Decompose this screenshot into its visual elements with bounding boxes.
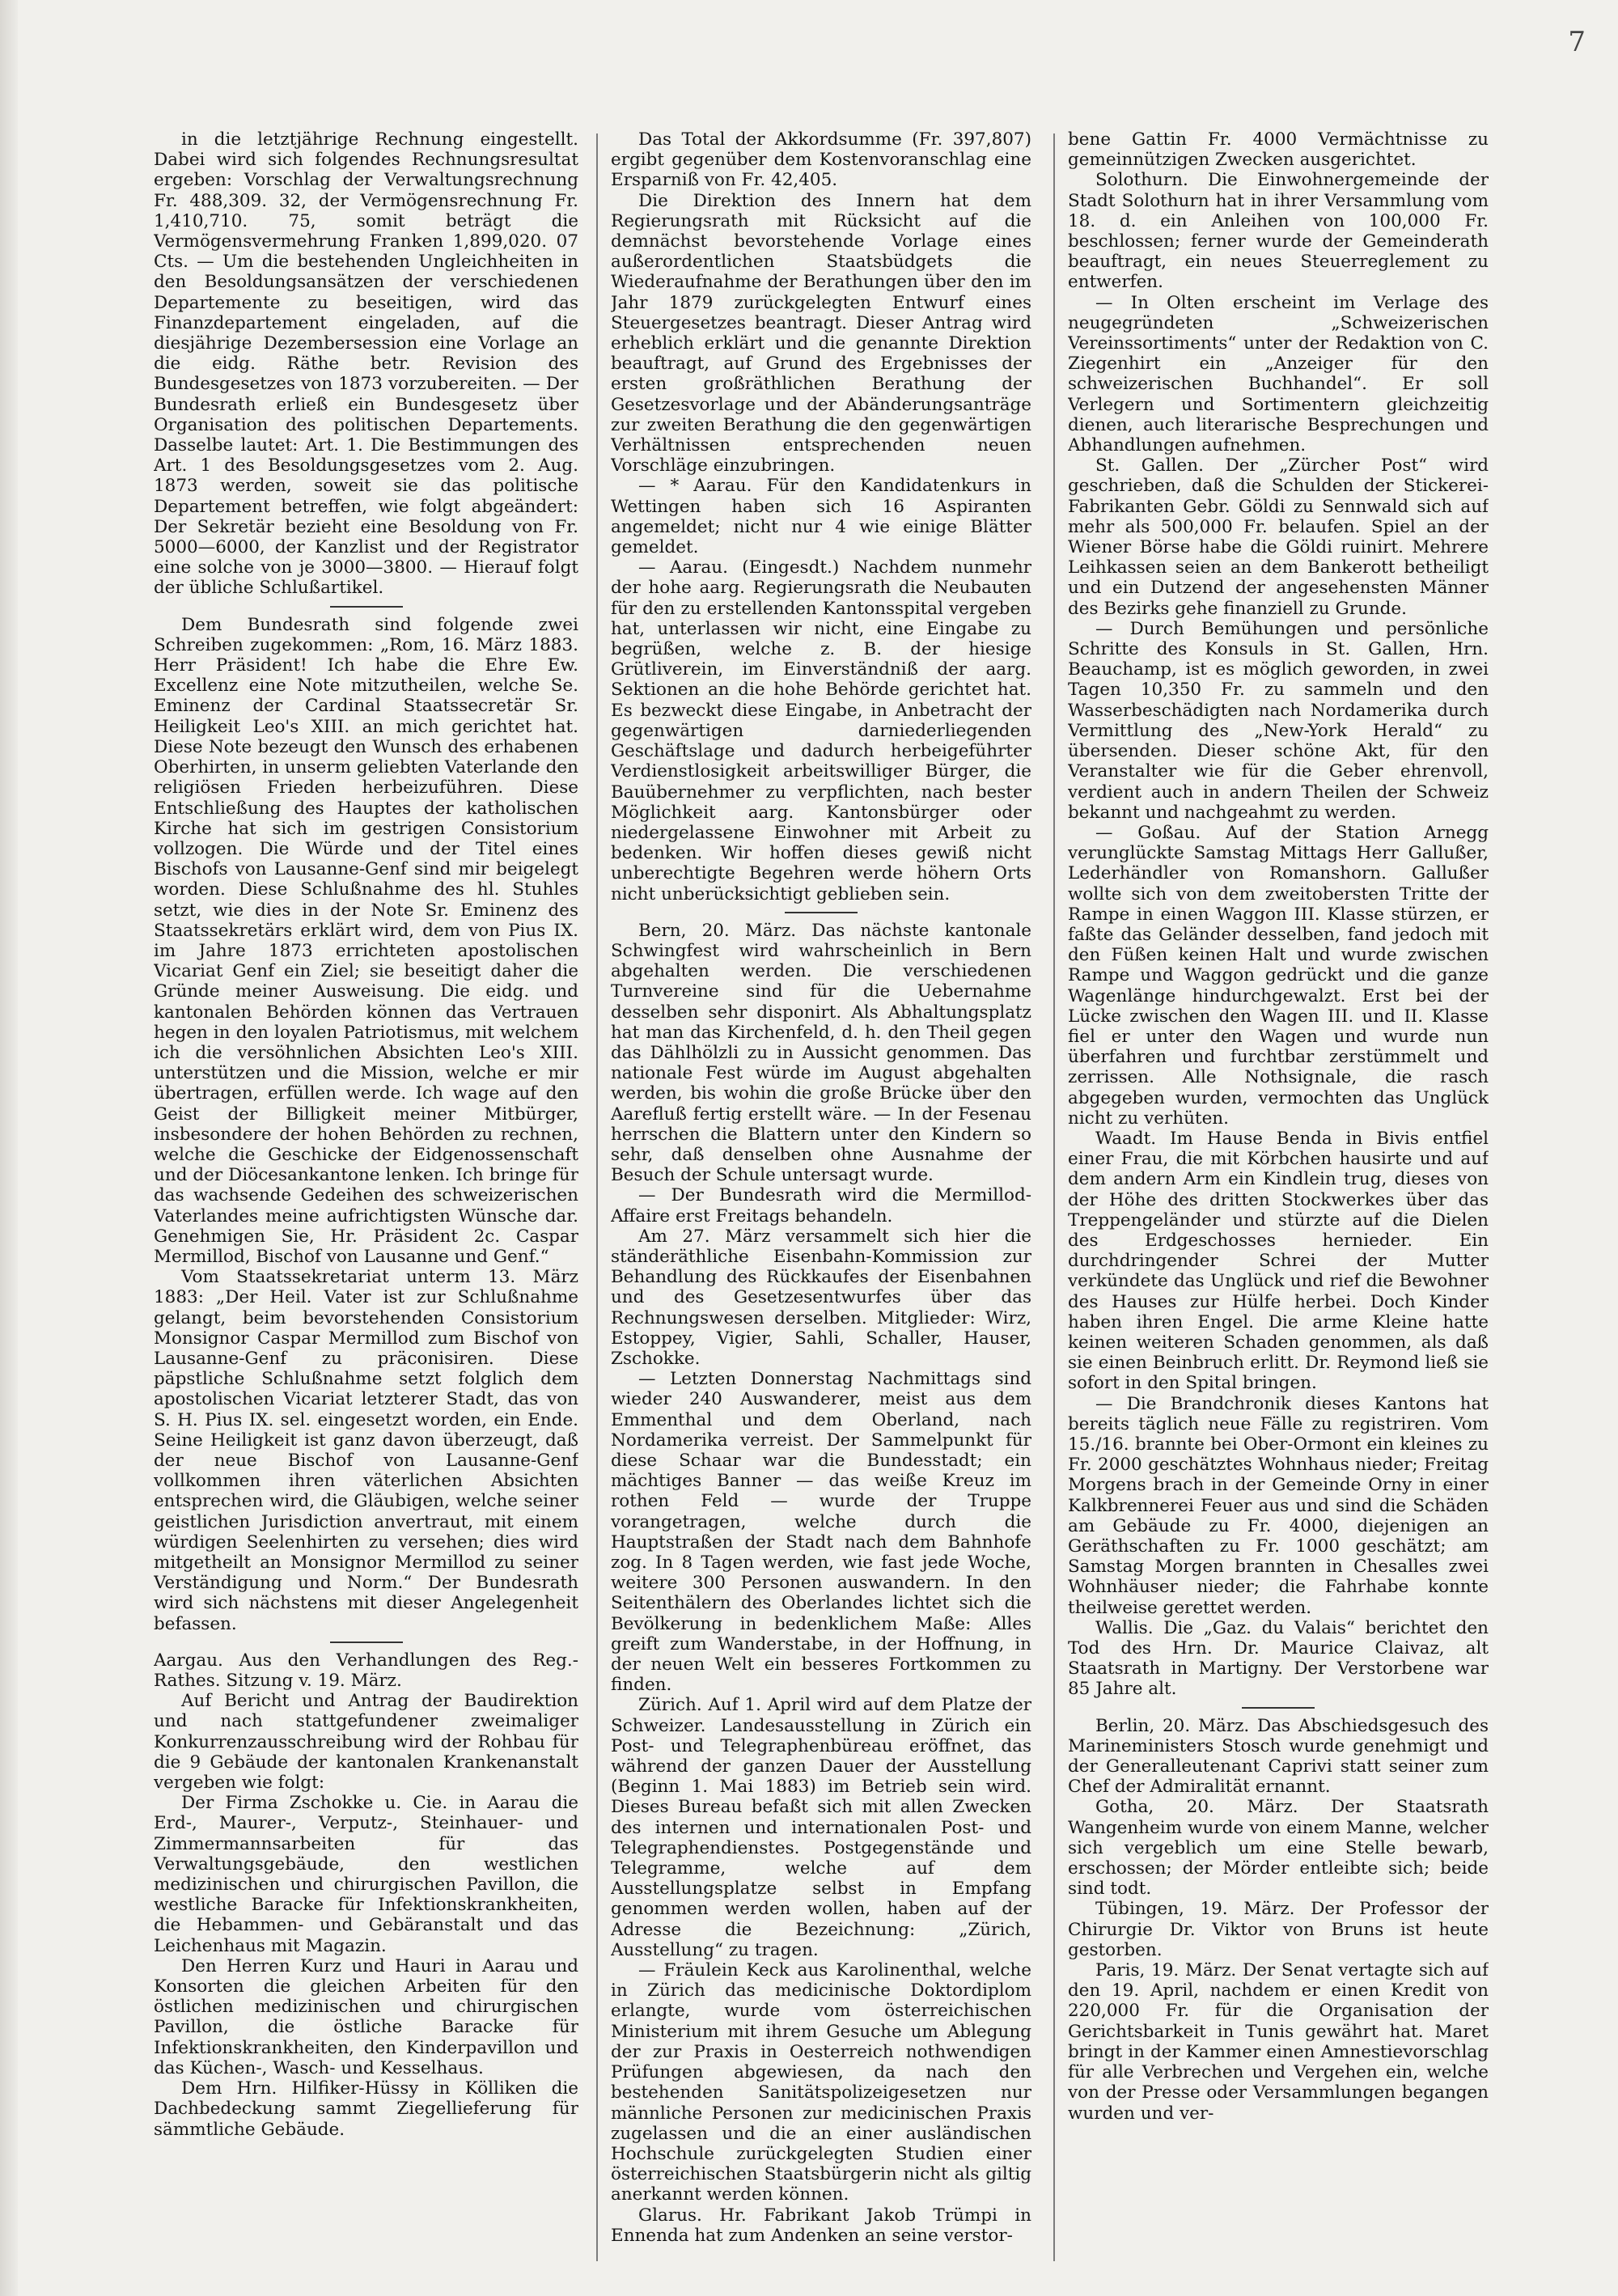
page-marker: 7 <box>1568 26 1586 58</box>
article-paragraph: Auf Bericht und Antrag der Baudirektion und nach stattgefundener zweimaliger Konkurrenzausschreibung wird der Rohbau für die 9 Gebäude der kantonalen Krankenanstalt vergeben wie folgt: <box>154 1691 578 1794</box>
article-paragraph: — * Aarau. Für den Kandidatenkurs in Wettingen haben sich 16 Aspiranten angemeldet; nicht nur 4 wie einige Blätter gemeldet. <box>611 476 1031 558</box>
article-paragraph: Paris, 19. März. Der Senat vertagte sich auf den 19. April, nachdem er einen Kredit von 220,000 Fr. für die Organisation der Gerichtsbarkeit in Tunis gewährt hat. Maret bringt in der Kammer einen Amnestievorschlag für alle Verbrechen und Vergehen ein, welche von der Presse oder Versammlungen begangen wurden und ver- <box>1068 1960 1489 2124</box>
article-paragraph: Solothurn. Die Einwohnergemeinde der Stadt Solothurn hat in ihrer Versammlung vom 18. d. ein Anleihen von 100,000 Fr. beschlossen; ferner wurde der Gemeinderath beauftragt, ein neues Steuerreglement zu entwerfen. <box>1068 170 1489 293</box>
article-paragraph: — In Olten erscheint im Verlage des neugegründeten „Schweizerischen Vereinssortiments“ unter der Redaktion von C. Ziegenhirt ein „Anzeiger für den schweizerischen Buchhandel“. Er soll Verlegern und Sortimentern gleichzeitig dienen, auch literarische Besprechungen und Abhandlungen aufnehmen. <box>1068 292 1489 456</box>
article-paragraph: Den Herren Kurz und Hauri in Aarau und Konsorten die gleichen Arbeiten für den östlichen medizinischen und chirurgischen Pavillon, die östliche Baracke für Infektionskrankheiten, den Kinderpavillon und das Küchen-, Wasch- und Kesselhaus. <box>154 1955 578 2078</box>
column-divider <box>1053 133 1055 2261</box>
article-paragraph: Gotha, 20. März. Der Staatsrath Wangenheim wurde von einem Manne, welcher sich vergeblich um eine Stelle bewarb, erschossen; der Mörder entleibte sich; beide sind todt. <box>1068 1797 1489 1900</box>
article-paragraph: — Durch Bemühungen und persönliche Schritte des Konsuls in St. Gallen, Hrn. Beauchamp, ist es möglich geworden, in zwei Tagen 10,350 Fr. zu sammeln und den Wasserbeschädigten nach Nordamerika durch Vermittlung des „New-York Herald“ zu übersenden. Dieser schöne Akt, für den Veranstalter wie für die Geber ehrenvoll, verdient auch in andern Theilen der Schweiz bekannt und nachgeahmt zu werden. <box>1068 618 1489 823</box>
article-paragraph: — Fräulein Keck aus Karolinenthal, welche in Zürich das medicinische Doktordiplom erlangte, wurde vom österreichischen Ministerium mit ihrem Gesuche um Ablegung der zur Praxis in Oesterreich nothwendigen Prüfungen abgewiesen, da nach den bestehenden Sanitätspolizeigesetzen nur männliche Personen zur medicinischen Praxis zugelassen und die an einer ausländischen Hochschule zurückgelegten Studien einer österreichischen Staatsbürgerin nicht als giltig anerkannt werden können. <box>611 1960 1031 2205</box>
article-paragraph: Dem Bundesrath sind folgende zwei Schreiben zugekommen: „Rom, 16. März 1883. Herr Präsident! Ich habe die Ehre Ew. Excellenz eine Note mitzutheilen, welche Se. Eminenz der Cardinal Staatssecretär Sr. Heiligkeit Leo's XIII. an mich gerichtet hat. Diese Note bezeugt den Wunsch des erhabenen Oberhirten, in unserm geliebten Vaterlande den religiösen Frieden herbeizuführen. Diese Entschließung des Hauptes der katholischen Kirche hat sich im gestrigen Consistorium vollzogen. Die Würde und der Titel eines Bischofs von Lausanne-Genf sind mir beigelegt worden. Diese Schlußnahme des hl. Stuhles setzt, wie dies in der Note Sr. Eminenz des Staatssekretärs erklärt wird, dem von Pius IX. im Jahre 1873 errichteten apostolischen Vicariat Genf ein Ziel; sie beseitigt daher die Gründe meiner Ausweisung. Die eidg. und kantonalen Behörden können das Vertrauen hegen in den loyalen Patriotismus, mit welchem ich die versöhnlichen Absichten Leo's XIII. unterstützen und die Mission, welche er mir übertragen, erfüllen werde. Ich wage auf den Geist der Billigkeit meiner Mitbürger, insbesondere der hohen Behörden zu rechnen, welche die Geschicke der Eidgenossenschaft und der Diöcesankantone lenken. Ich bringe für das wachsende Gedeihen des schweizerischen Vaterlandes meine aufrichtigsten Wünsche dar. Genehmigen Sie, Hr. Präsident 2c. Caspar Mermillod, Bischof von Lausanne und Genf.“ <box>154 614 578 1267</box>
article-paragraph: Dem Hrn. Hilfiker-Hüssy in Kölliken die Dachbedeckung sammt Ziegellieferung für sämmtliche Gebäude. <box>154 2078 578 2140</box>
article-paragraph: Wallis. Die „Gaz. du Valais“ berichtet den Tod des Hrn. Dr. Maurice Claivaz, alt Staatsrath in Martigny. Der Verstorbene war 85 Jahre alt. <box>1068 1617 1489 1700</box>
article-paragraph: Waadt. Im Hause Benda in Bivis entfiel einer Frau, die mit Körbchen hausirte und auf dem andern Arm ein Kindlein trug, dieses von der Höhe des dritten Stockwerkes über das Treppengeländer und stürzte auf die Dielen des Erdgeschosses hernieder. Ein durchdringender Schrei der Mutter verkündete das Unglück und rief die Bewohner des Hauses zur Hülfe herbei. Doch Kinder haben ihren Engel. Die arme Kleine hatte keinen weiteren Schaden genommen, als daß sie einen Beinbruch erlitt. Dr. Reymond ließ sie sofort in den Spital bringen. <box>1068 1128 1489 1394</box>
article-paragraph: Berlin, 20. März. Das Abschiedsgesuch des Marineministers Stosch wurde genehmigt und der Generalleutenant Caprivi statt seiner zum Chef der Admiralität ernannt. <box>1068 1715 1489 1798</box>
article-paragraph: Tübingen, 19. März. Der Professor der Chirurgie Dr. Viktor von Bruns ist heute gestorben. <box>1068 1899 1489 1960</box>
article-paragraph: in die letztjährige Rechnung eingestellt. Dabei wird sich folgendes Rechnungsresultat ergeben: Vorschlag der Verwaltungsrechnung Fr. 488,309. 32, der Vermögensrechnung Fr. 1,410,710. 75, somit beträgt die Vermögensvermehrung Franken 1,899,020. 07 Cts. — Um die bestehenden Ungleichheiten in den Besoldungsansätzen der verschiedenen Departemente zu beseitigen, wird das Finanzdepartement eingeladen, auf die diesjährige Dezembersession eine Vorlage an die eidg. Räthe betr. Revision des Bundesgesetzes von 1873 vorzubereiten. — Der Bundesrath erließ ein Bundesgesetz über Organisation des politischen Departements. Dasselbe lautet: Art. 1. Die Bestimmungen des Art. 1 des Besoldungsgesetzes vom 2. Aug. 1873 werden, soweit sie das politische Departement betreffen, wie folgt abgeändert: Der Sekretär bezieht eine Besoldung von Fr. 5000—6000, der Kanzlist und der Registrator eine solche von je 3000—3800. — Hierauf folgt der übliche Schlußartikel. <box>154 129 578 599</box>
article-separator-rule <box>330 1642 403 1643</box>
column-divider <box>596 133 598 2261</box>
article-paragraph: Das Total der Akkordsumme (Fr. 397,807) ergibt gegenüber dem Kostenvoranschlag eine Ersparniß von Fr. 42,405. <box>611 129 1031 191</box>
article-paragraph: — Die Brandchronik dieses Kantons hat bereits täglich neue Fälle zu registriren. Vom 15./16. brannte bei Ober-Ormont ein kleines zu Fr. 2000 geschätztes Wohnhaus nieder; Freitag Morgens brach in der Gemeinde Orny in einer Kalkbrennerei Feuer aus und sind die Schäden am Gebäude zu Fr. 4000, diejenigen an Geräthschaften zu Fr. 1000 geschätzt; am Samstag Morgen brannten in Chesalles zwei Wohnhäuser nieder; die Fahrhabe konnte theilweise gerettet werden. <box>1068 1393 1489 1618</box>
column-1 <box>154 129 578 2265</box>
article-paragraph: Zürich. Auf 1. April wird auf dem Platze der Schweizer. Landesausstellung in Zürich ein Post- und Telegraphenbüreau eröffnet, das während der ganzen Dauer der Ausstellung (Beginn 1. Mai 1883) im Betrieb sein wird. Dieses Bureau befaßt sich mit allen Zwecken des internen und internationalen Post- und Telegraphendienstes. Postgegenstände und Telegramme, welche auf dem Ausstellungsplatze selbst in Empfang genommen werden wollen, haben auf der Adresse die Bezeichnung: „Zürich, Ausstellung“ zu tragen. <box>611 1695 1031 1960</box>
column-3 <box>1068 129 1489 2265</box>
column-2 <box>611 129 1031 2265</box>
article-paragraph: — Goßau. Auf der Station Arnegg verunglückte Samstag Mittags Herr Gallußer, Lederhändler von Romanshorn. Gallußer wollte sich von dem zweitobersten Tritte der Rampe in einen Waggon III. Klasse stürzen, er faßte das Geländer desselben, fand jedoch mit den Füßen keinen Halt und wurde zwischen Rampe und Waggon gedrückt und die ganze Wagenlänge hindurchgewalzt. Erst bei der Lücke zwischen den Wagen III. und II. Klasse fiel er unter den Wagen und wurde nun überfahren und furchtbar zerstümmelt und zerrissen. Alle Nothsignale, die rasch abgegeben wurden, vermochten das Unglück nicht zu verhüten. <box>1068 822 1489 1129</box>
article-paragraph: bene Gattin Fr. 4000 Vermächtnisse zu gemeinnützigen Zwecken ausgerichtet. <box>1068 129 1489 171</box>
article-paragraph: Aargau. Aus den Verhandlungen des Reg.-Rathes. Sitzung v. 19. März. <box>154 1650 578 1692</box>
article-paragraph: Vom Staatssekretariat unterm 13. März 1883: „Der Heil. Vater ist zur Schlußnahme gelangt, beim bevorstehenden Consistorium Monsignor Caspar Mermillod zum Bischof von Lausanne-Genf zu präconisiren. Diese päpstliche Schlußnahme setzt folglich dem apostolischen Vicariat letzterer Stadt, das von S. H. Pius IX. sel. eingesetzt worden, ein Ende. Seine Heiligkeit ist ganz davon überzeugt, daß der neue Bischof von Lausanne-Genf vollkommen ihren väterlichen Absichten entsprechen wird, die Gläubigen, welche seiner geistlichen Jurisdiction anvertraut, mit einem würdigen Seelenhirten zu versehen; dies wird mitgetheilt an Monsignor Mermillod zu seiner Verständigung und Norm.“ Der Bundesrath wird sich nächstens mit dieser Angelegenheit befassen. <box>154 1267 578 1634</box>
article-paragraph: Die Direktion des Innern hat dem Regierungsrath mit Rücksicht auf die demnächst bevorstehende Vorlage eines außerordentlichen Staatsbüdgets die Wiederaufnahme der Berathungen über den im Jahr 1879 zurückgelegten Entwurf eines Steuergesetzes beantragt. Dieser Antrag wird erheblich erklärt und die genannte Direktion beauftragt, auf Grund des Ergebnisses der ersten großräthlichen Berathung der Gesetzesvorlage und der Abänderungsanträge zur zweiten Berathung die den gegenwärtigen Verhältnissen entsprechenden neuen Vorschläge einzubringen. <box>611 190 1031 477</box>
article-paragraph: Glarus. Hr. Fabrikant Jakob Trümpi in Ennenda hat zum Andenken an seine verstor- <box>611 2205 1031 2246</box>
article-paragraph: — Der Bundesrath wird die Mermillod-Affaire erst Freitags behandeln. <box>611 1185 1031 1226</box>
page-edge-strip <box>0 0 18 2296</box>
article-paragraph: St. Gallen. Der „Zürcher Post“ wird geschrieben, daß die Schulden der Stickerei-Fabrikanten Gebr. Göldi zu Sennwald sich auf mehr als 500,000 Fr. belaufen. Spiel an der Wiener Börse habe die Göldi ruinirt. Mehrere Leihkassen seien an dem Bankerott betheiligt und ein Dutzend der angesehensten Männer des Bezirks gehe finanziell zu Grunde. <box>1068 455 1489 619</box>
article-separator-rule <box>1242 1707 1315 1709</box>
article-separator-rule <box>785 912 858 913</box>
article-separator-rule <box>330 606 403 608</box>
article-paragraph: — Aarau. (Eingesdt.) Nachdem nunmehr der hohe aarg. Regierungsrath die Neubauten für den zu erstellenden Kantonsspital vergeben hat, unterlassen wir nicht, eine Eingabe zu begrüßen, welche z. B. der hiesige Grütliverein, im Einverständniß der aarg. Sektionen an die hohe Behörde gerichtet hat. Es bezweckt diese Eingabe, in Anbetracht der gegenwärtigen darniederliegenden Geschäftslage und dadurch herbeigeführter Verdienstlosigkeit arbeitswilliger Bürger, die Bauübernehmer zu verpflichten, nach bester Möglichkeit aarg. Kantonsbürger oder niedergelassene Einwohner mit Arbeit zu bedenken. Wir hoffen dieses gewiß nicht unberechtigte Begehren werde höhern Orts nicht unberücksichtigt geblieben sein. <box>611 557 1031 904</box>
article-paragraph: Der Firma Zschokke u. Cie. in Aarau die Erd-, Maurer-, Verputz-, Steinhauer- und Zimmermannsarbeiten für das Verwaltungsgebäude, den westlichen medizinischen und chirurgischen Pavillon, die westliche Baracke für Infektionskrankheiten, die Hebammen- und Gebäranstalt und das Leichenhaus mit Magazin. <box>154 1793 578 1956</box>
article-paragraph: Bern, 20. März. Das nächste kantonale Schwingfest wird wahrscheinlich in Bern abgehalten werden. Die verschiedenen Turnvereine sind für die Uebernahme desselben sehr disponirt. Als Abhaltungsplatz hat man das Kirchenfeld, d. h. den Theil gegen das Dählhölzli zu in Aussicht genommen. Das nationale Fest würde im August abgehalten werden, bis wohin die große Brücke über den Aarefluß fertig erstellt wäre. — In der Fesenau herrschen die Blattern unter den Kindern so sehr, daß denselben ohne Ausnahme der Besuch der Schule untersagt wurde. <box>611 920 1031 1186</box>
article-paragraph: Am 27. März versammelt sich hier die ständeräthliche Eisenbahn-Kommission zur Behandlung des Rückkaufes der Eisenbahnen und des Gesetzesentwurfes über das Rechnungswesen derselben. Mitglieder: Wirz, Estoppey, Vigier, Sahli, Schaller, Hauser, Zschokke. <box>611 1226 1031 1369</box>
article-paragraph: — Letzten Donnerstag Nachmittags sind wieder 240 Auswanderer, meist aus dem Emmenthal und dem Oberland, nach Nordamerika verreist. Der Sammelpunkt für diese Schaar war die Bundesstadt; ein mächtiges Banner — das weiße Kreuz im rothen Feld — wurde der Truppe vorangetragen, welche durch die Hauptstraßen der Stadt nach dem Bahnhofe zog. In 8 Tagen werden, wie fast jede Woche, weitere 300 Personen auswandern. In den Seitenthälern des Oberlandes lichtet sich die Bevölkerung in bedenklichem Maße: Alles greift zum Wanderstabe, in der Hoffnung, in der neuen Welt ein besseres Fortkommen zu finden. <box>611 1369 1031 1696</box>
